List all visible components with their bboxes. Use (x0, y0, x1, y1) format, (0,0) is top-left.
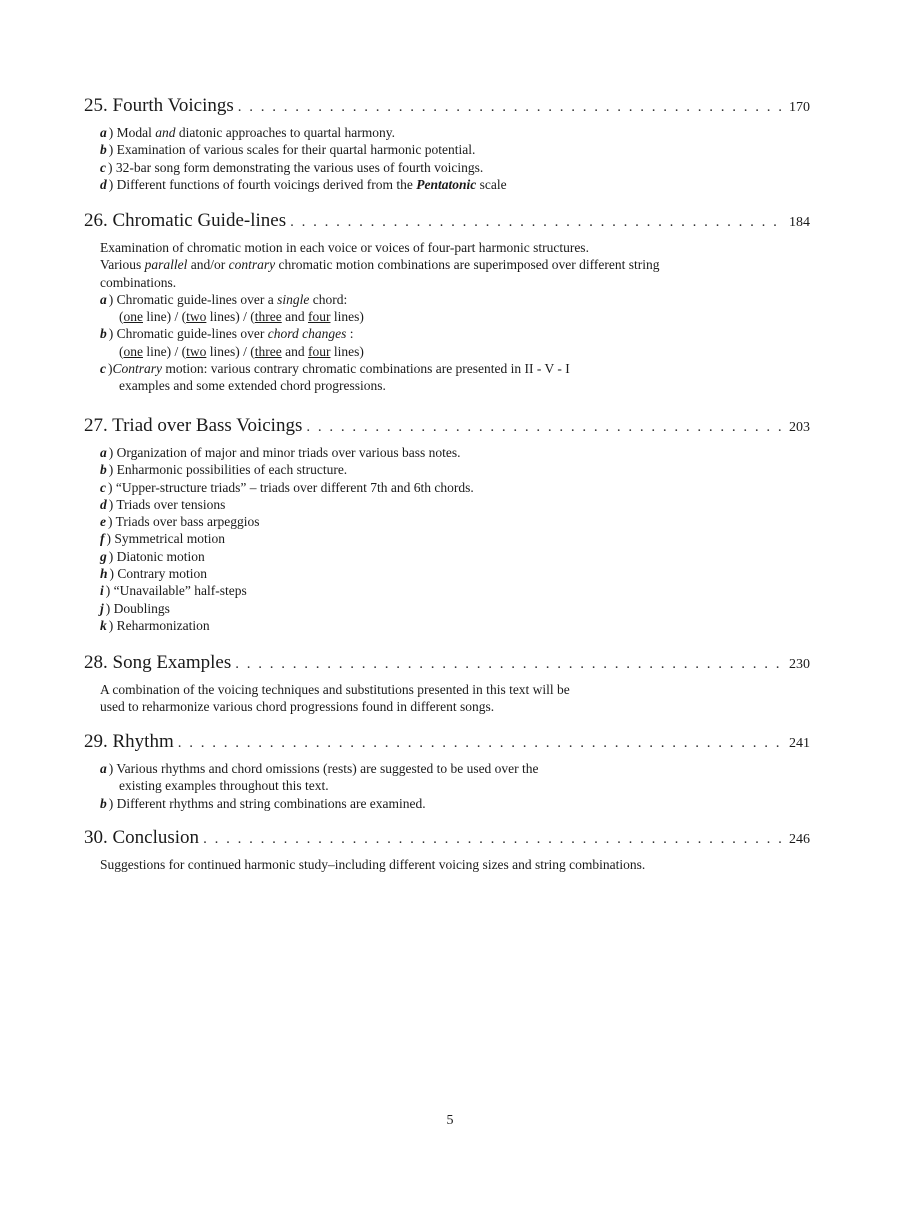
chapter-page-number: 203 (789, 420, 810, 435)
chapter-heading (84, 414, 810, 438)
description-line: k ) Reharmonization (100, 617, 210, 633)
description-line: d ) Triads over tensions (100, 496, 226, 512)
description-line: b ) Chromatic guide-lines over chord changes : (100, 326, 354, 342)
description-line: (one line) / (two lines) / (three and four lines) (119, 343, 364, 359)
description-line: Suggestions for continued harmonic study–including different voicing sizes and string combinations. (100, 857, 646, 872)
description-line: Examination of chromatic motion in each voice or voices of four-part harmonic structures. (100, 240, 589, 255)
dot-leader (306, 415, 783, 439)
chapter-heading (84, 730, 810, 754)
description-line: d ) Different functions of fourth voicings derived from the Pentatonic scale (100, 176, 507, 192)
description-line: a ) Modal and diatonic approaches to quartal harmony. (100, 125, 396, 140)
description-line: b ) Examination of various scales for their quartal harmonic potential. (100, 142, 476, 158)
description-line: combinations. (100, 274, 177, 290)
chapter-title: 30. Conclusion (84, 827, 200, 848)
description-line: f ) Symmetrical motion (100, 531, 225, 547)
toc-chapter (84, 826, 810, 873)
chapter-heading (84, 209, 810, 233)
description-line: a ) Chromatic guide-lines over a single chord: (100, 291, 348, 307)
chapter-description (84, 124, 810, 193)
description-line: used to reharmonize various chord progressions found in different songs. (100, 699, 495, 715)
chapter-heading (84, 651, 810, 675)
description-line: b ) Different rhythms and string combinations are examined. (100, 795, 426, 811)
description-line: c ) 32-bar song form demonstrating the various uses of fourth voicings. (100, 159, 484, 175)
toc-chapter (84, 414, 810, 634)
chapter-description (84, 444, 810, 634)
description-line: examples and some extended chord progressions. (119, 378, 386, 394)
dot-leader (203, 827, 783, 851)
dot-leader (178, 731, 783, 755)
dot-leader (235, 652, 783, 676)
chapter-title: 28. Song Examples (84, 652, 232, 673)
chapter-description (84, 239, 810, 395)
description-line: i ) “Unavailable” half-steps (100, 583, 247, 599)
description-line: j ) Doublings (100, 600, 170, 616)
description-line: e ) Triads over bass arpeggios (100, 514, 260, 530)
chapter-description (84, 760, 810, 812)
chapter-title: 26. Chromatic Guide-lines (84, 210, 287, 231)
description-line: a ) Organization of major and minor triads over various bass notes. (100, 445, 461, 460)
page-number: 5 (446, 1113, 454, 1128)
chapter-description (84, 856, 810, 873)
chapter-title: 27. Triad over Bass Voicings (84, 415, 303, 436)
description-line: b ) Enharmonic possibilities of each structure. (100, 462, 348, 478)
toc-chapter (84, 209, 810, 395)
description-line: c ) “Upper-structure triads” – triads over different 7th and 6th chords. (100, 479, 474, 495)
chapter-page-number: 241 (789, 736, 810, 751)
description-line: existing examples throughout this text. (119, 778, 329, 794)
chapter-heading (84, 94, 810, 118)
toc-chapter (84, 94, 810, 193)
toc-chapter (84, 730, 810, 812)
chapter-page-number: 246 (789, 832, 810, 847)
chapter-page-number: 184 (789, 215, 810, 230)
description-line: g ) Diatonic motion (100, 548, 205, 564)
chapter-description (84, 681, 810, 716)
toc-chapter (84, 651, 810, 716)
description-line: c )Contrary motion: various contrary chromatic combinations are presented in II - V - I (100, 361, 570, 377)
chapter-page-number: 170 (789, 100, 810, 115)
description-line: a ) Various rhythms and chord omissions (rests) are suggested to be used over the (100, 761, 539, 776)
chapter-title: 25. Fourth Voicings (84, 95, 234, 116)
chapter-title: 29. Rhythm (84, 731, 174, 752)
description-line: h ) Contrary motion (100, 566, 208, 582)
chapter-heading (84, 826, 810, 850)
description-line: (one line) / (two lines) / (three and four lines) (119, 309, 364, 325)
description-line: A combination of the voicing techniques and substitutions presented in this text will be (100, 682, 570, 697)
chapter-page-number: 230 (789, 657, 810, 672)
dot-leader (238, 95, 783, 119)
dot-leader (290, 210, 783, 234)
description-line: Various parallel and/or contrary chromatic motion combinations are superimposed over different string (100, 257, 660, 273)
